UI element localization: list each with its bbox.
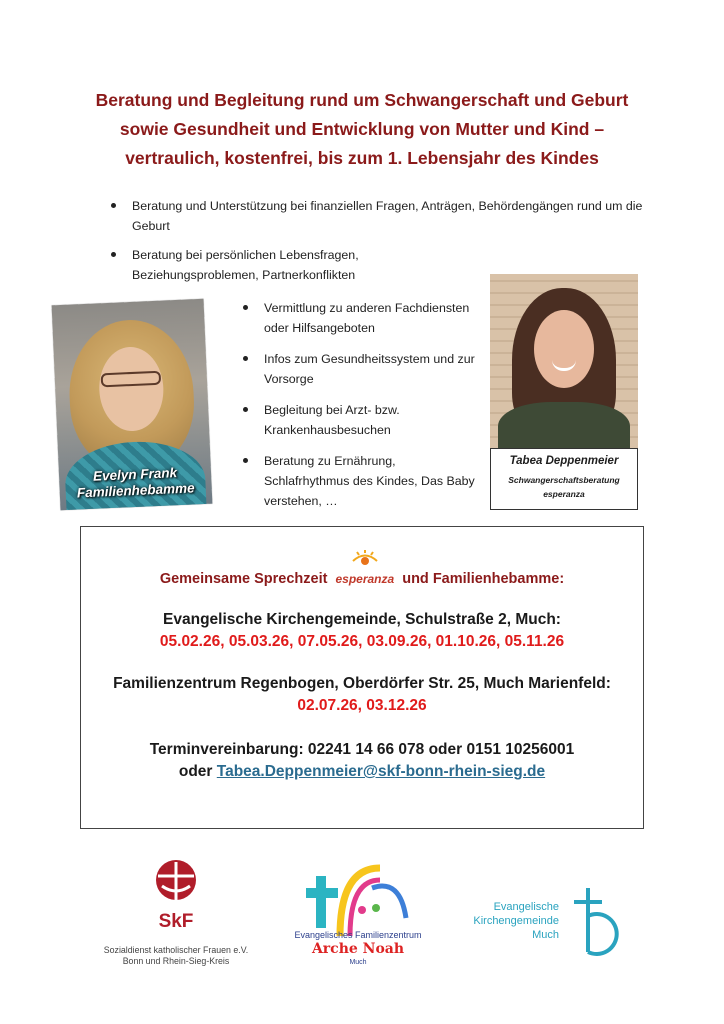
counselor-role: Schwangerschaftsberatung esperanza (508, 475, 620, 499)
list-item: Infos zum Gesundheitssystem und zur Vorsorge (240, 349, 480, 389)
photo-tabea-deppenmeier (490, 274, 638, 448)
rainbow-cross-icon (280, 858, 436, 938)
list-item: Beratung bei persönlichen Lebensfragen, Beziehungsproblemen, Partnerkonflikten (108, 245, 392, 285)
photo-evelyn-frank (52, 299, 213, 510)
services-list-mid (240, 298, 480, 522)
arche-noah-logo: Evangelisches Familienzentrum Arche Noah Much (280, 858, 436, 968)
list-item: Beratung zu Ernährung, Schlafrhythmus des Kindes, Das Baby verstehen, … (240, 451, 480, 511)
skf-cross-icon (146, 858, 206, 904)
list-item: Begleitung bei Arzt- bzw. Krankenhausbesuchen (240, 400, 480, 440)
skf-logo: SkF Sozialdienst katholischer Frauen e.V. Bonn und Rhein-Sieg-Kreis (86, 858, 266, 967)
counselor-name: Tabea Deppenmeier (509, 455, 619, 467)
location-2: Familienzentrum Regenbogen, Oberdörfer Str. 25, Much Marienfeld: (113, 675, 611, 692)
title-line-2: sowie Gesundheit und Entwicklung von Mutter und Kind – (119, 119, 605, 139)
dates-2: 02.07.26, 03.12.26 (297, 697, 427, 714)
list-item: Vermittlung zu anderen Fachdiensten oder Hilfsangeboten (240, 298, 480, 338)
appointment-email-line: oder Tabea.Deppenmeier@skf-bonn-rhein-sieg.de (178, 763, 546, 780)
title-line-3: vertraulich, kostenfrei, bis zum 1. Lebensjahr des Kindes (125, 148, 599, 168)
title-line-1: Beratung und Begleitung rund um Schwangerschaft und Geburt (95, 90, 629, 110)
eye-icon (350, 550, 380, 568)
esperanza-logo: esperanza (335, 572, 394, 586)
page-title (40, 86, 684, 173)
appointment-phone: Terminvereinbarung: 02241 14 66 078 oder 0151 10256001 (149, 741, 575, 758)
consultation-box (80, 526, 644, 829)
dates-1: 05.02.26, 05.03.26, 07.05.26, 03.09.26, 01.10.26, 05.11.26 (159, 633, 565, 650)
consultation-heading: Gemeinsame Sprechzeit esperanza und Familienhebamme: (81, 571, 643, 587)
cross-circle-icon (564, 886, 628, 956)
photo-caption-box (490, 448, 638, 510)
email-link[interactable]: Tabea.Deppenmeier@skf-bonn-rhein-sieg.de (216, 763, 546, 780)
location-1: Evangelische Kirchengemeinde, Schulstraße 2, Much: (163, 611, 561, 628)
photo-caption: Evelyn Frank Familienhebamme (76, 465, 195, 501)
list-item: Beratung und Unterstützung bei finanziellen Fragen, Anträgen, Behördengängen rund um die Geburt (108, 196, 648, 236)
